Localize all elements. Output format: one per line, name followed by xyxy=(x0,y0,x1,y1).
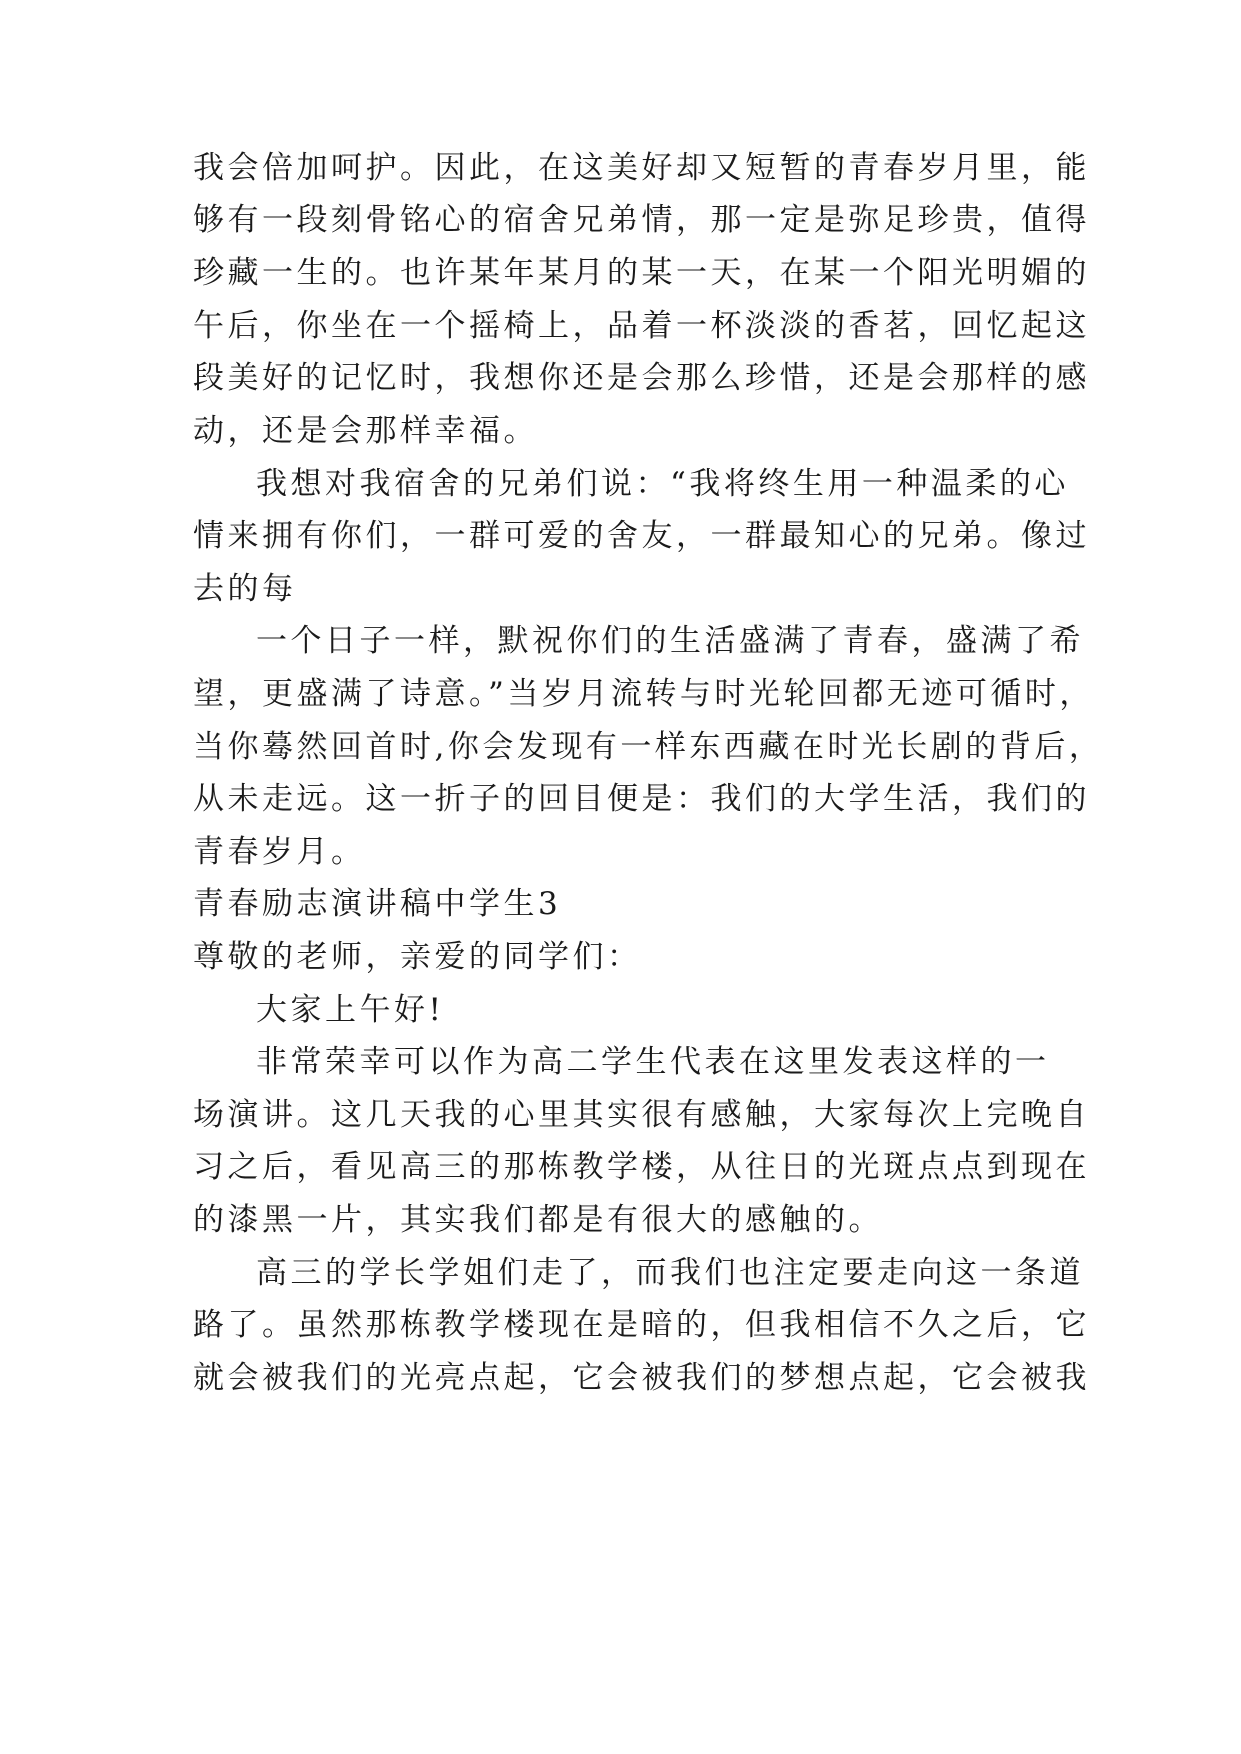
salutation: 尊敬的老师，亲爱的同学们： xyxy=(193,939,642,975)
text-line: 当你蓦然回首时,你会发现有一样东西藏在时光长剧的背后， xyxy=(193,729,1104,765)
text-line: 一个日子一样，默祝你们的生活盛满了青春，盛满了希 xyxy=(256,623,1084,659)
text-line: 够有一段刻骨铭心的宿舍兄弟情，那一定是弥足珍贵，值得 xyxy=(193,202,1090,238)
text-line: 就会被我们的光亮点起，它会被我们的梦想点起，它会被我 xyxy=(193,1360,1090,1396)
text-line: 习之后，看见高三的那栋教学楼，从往日的光斑点点到现在 xyxy=(193,1149,1090,1185)
text-line: 路了。虽然那栋教学楼现在是暗的，但我相信不久之后，它 xyxy=(193,1307,1090,1343)
text-line: 我会倍加呵护。因此，在这美好却又短暂的青春岁月里，能 xyxy=(193,150,1090,186)
text-line: 珍藏一生的。也许某年某月的某一天，在某一个阳光明媚的 xyxy=(193,255,1090,291)
text-line: 去的每 xyxy=(193,571,297,607)
greeting: 大家上午好! xyxy=(256,992,445,1028)
text-line: 段美好的记忆时，我想你还是会那么珍惜，还是会那样的感 xyxy=(193,360,1090,396)
text-line: 望，更盛满了诗意。”当岁月流转与时光轮回都无迹可循时， xyxy=(193,676,1094,712)
text-line: 动，还是会那样幸福。 xyxy=(193,413,538,449)
text-line: 从未走远。这一折子的回目便是：我们的大学生活，我们的 xyxy=(193,781,1090,817)
text-line: 非常荣幸可以作为高二学生代表在这里发表这样的一 xyxy=(256,1044,1050,1080)
text-line: 我想对我宿舍的兄弟们说：“我将终生用一种温柔的心 xyxy=(256,466,1069,502)
text-line: 午后，你坐在一个摇椅上，品着一杯淡淡的香茗，回忆起这 xyxy=(193,308,1090,344)
section-heading: 青春励志演讲稿中学生3 xyxy=(193,886,562,922)
text-line: 青春岁月。 xyxy=(193,834,366,870)
text-line: 情来拥有你们，一群可爱的舍友，一群最知心的兄弟。像过 xyxy=(193,518,1090,554)
text-line: 的漆黑一片，其实我们都是有很大的感触的。 xyxy=(193,1202,883,1238)
text-line: 高三的学长学姐们走了，而我们也注定要走向这一条道 xyxy=(256,1255,1084,1291)
text-line: 场演讲。这几天我的心里其实很有感触，大家每次上完晚自 xyxy=(193,1097,1090,1133)
